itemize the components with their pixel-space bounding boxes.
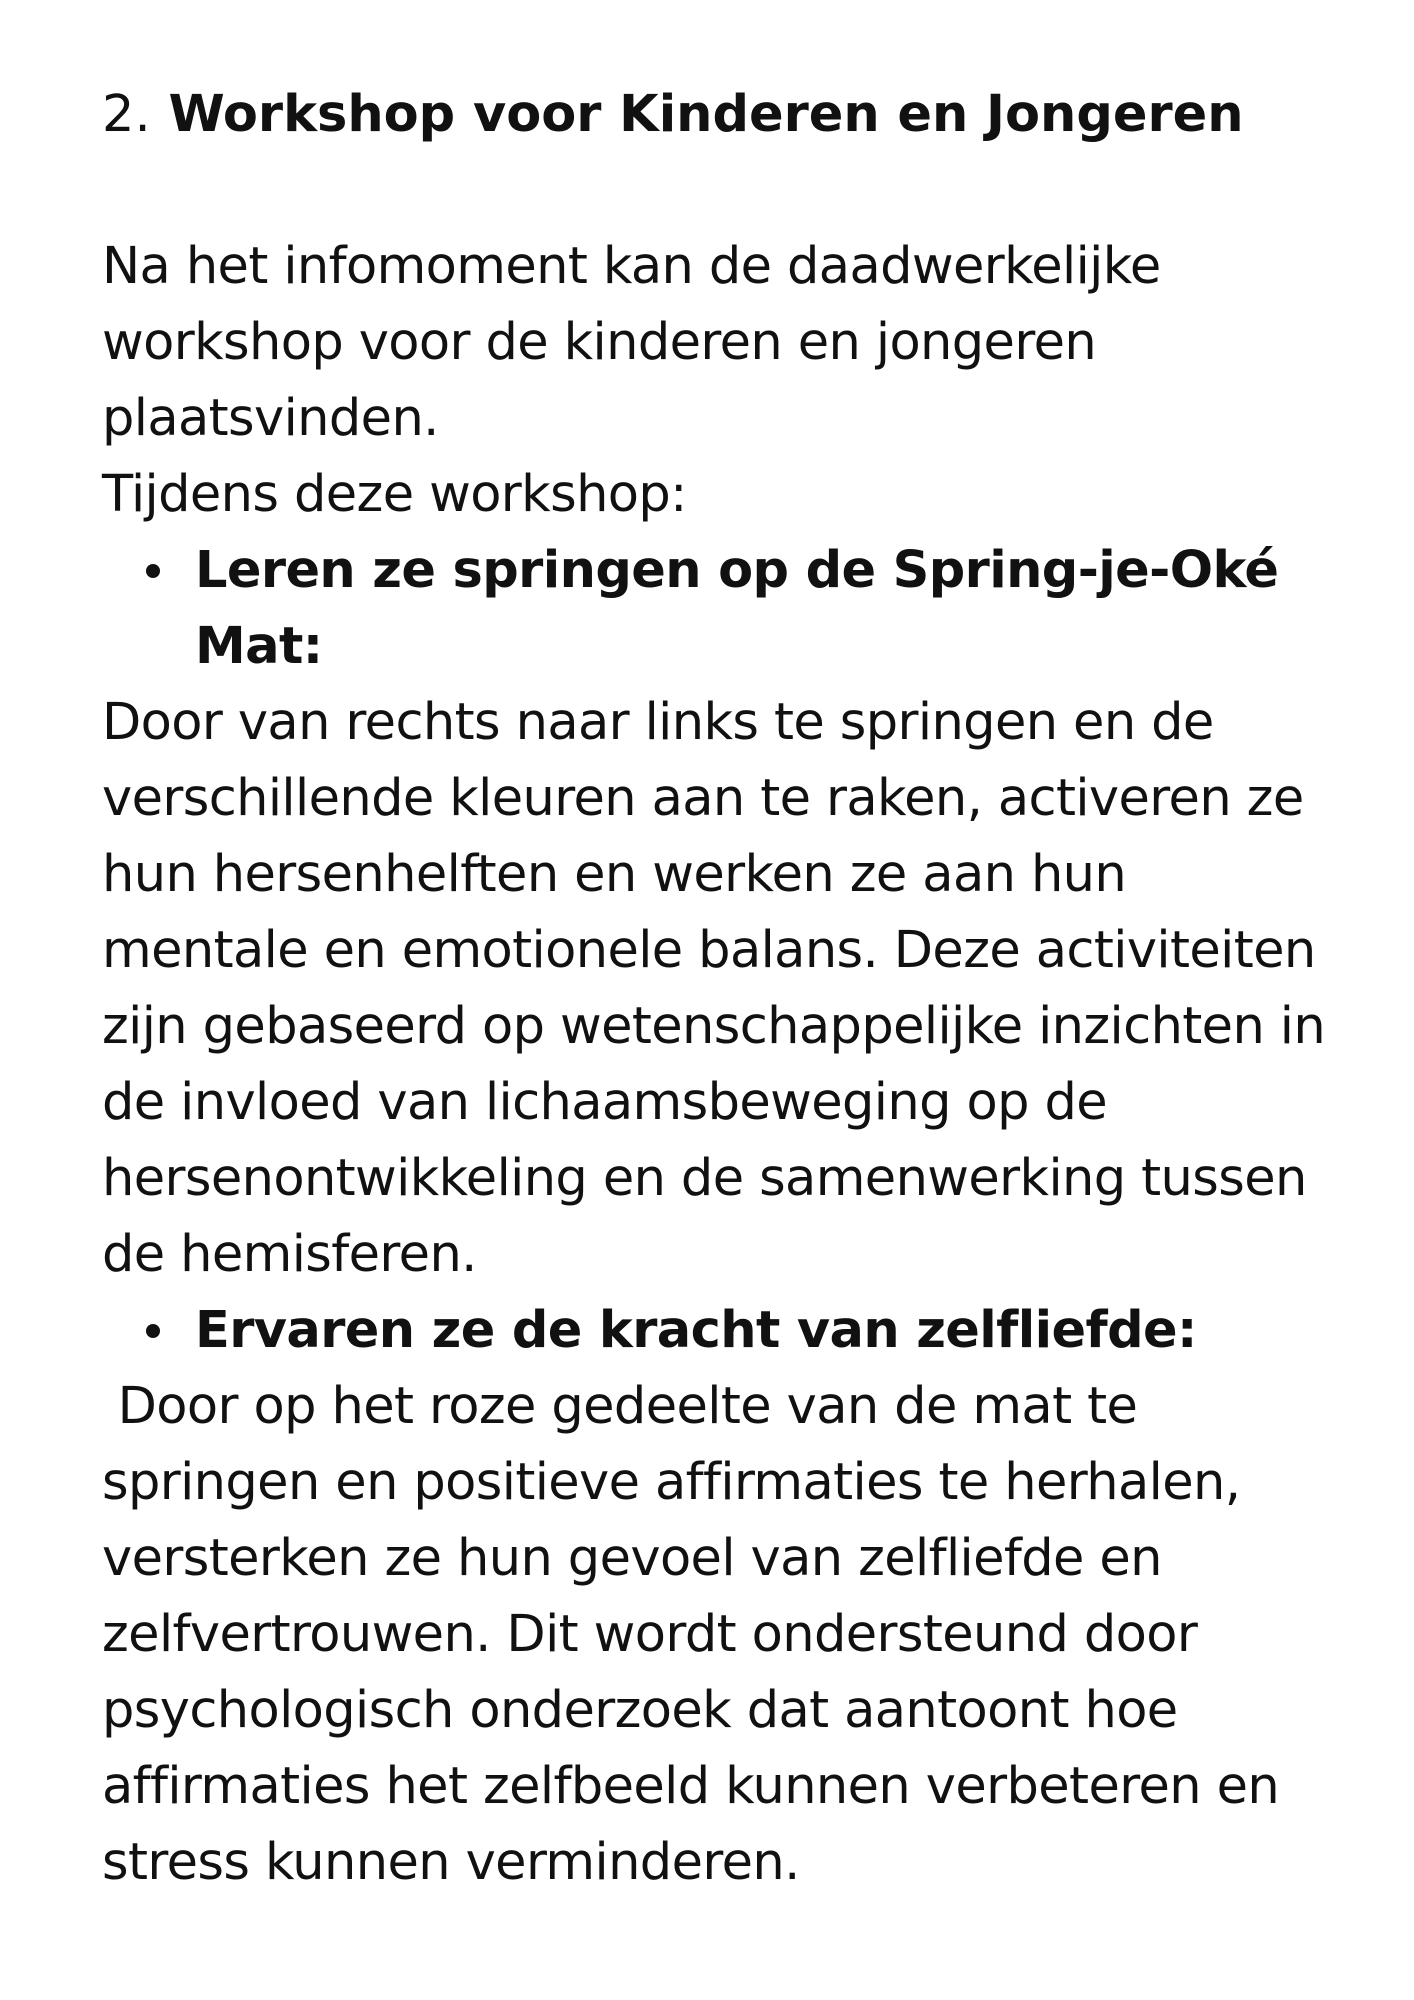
- intro-paragraph: Na het infomoment kan de daadwerkelijke workshop voor de kinderen en jongeren plaatsvinden.: [102, 237, 1161, 448]
- section-title: Workshop voor Kinderen en Jongeren: [168, 85, 1244, 144]
- section-number: 2.: [102, 85, 151, 144]
- section-heading: [102, 77, 1334, 153]
- bullet-item-title: [102, 533, 1334, 685]
- bullet-item-body: Door op het roze gedeelte van de mat te springen en positieve affirmaties te herhalen, versterken ze hun gevoel van zelfliefde en zelfvertrouwen. Dit wordt ondersteund door psychologisch onderzoek dat aantoont hoe affirmaties het zelfbeeld kunnen verbeteren en stress kunnen verminderen.: [102, 1377, 1295, 1892]
- intro-lead: Tijdens deze workshop:: [102, 465, 687, 524]
- bullet-item-title: [102, 1293, 1334, 1369]
- bullet-title-text: Ervaren ze de kracht van zelfliefde:: [195, 1301, 1197, 1360]
- bullet-dot-icon: [146, 564, 160, 578]
- bullet-item-body: Door van rechts naar links te springen en de verschillende kleuren aan te raken, activeren ze hun hersenhelften en werken ze aan hun mentale en emotionele balans. Deze activiteiten zijn gebaseerd op wetenschappelijke inzichten in de invloed van lichaamsbeweging op de hersenontwikkeling en de samenwerking tussen de hemisferen.: [102, 693, 1326, 1284]
- bullet-dot-icon: [146, 1324, 160, 1338]
- bullet-title-text: Leren ze springen op de Spring-je-Oké Mat:: [195, 541, 1279, 676]
